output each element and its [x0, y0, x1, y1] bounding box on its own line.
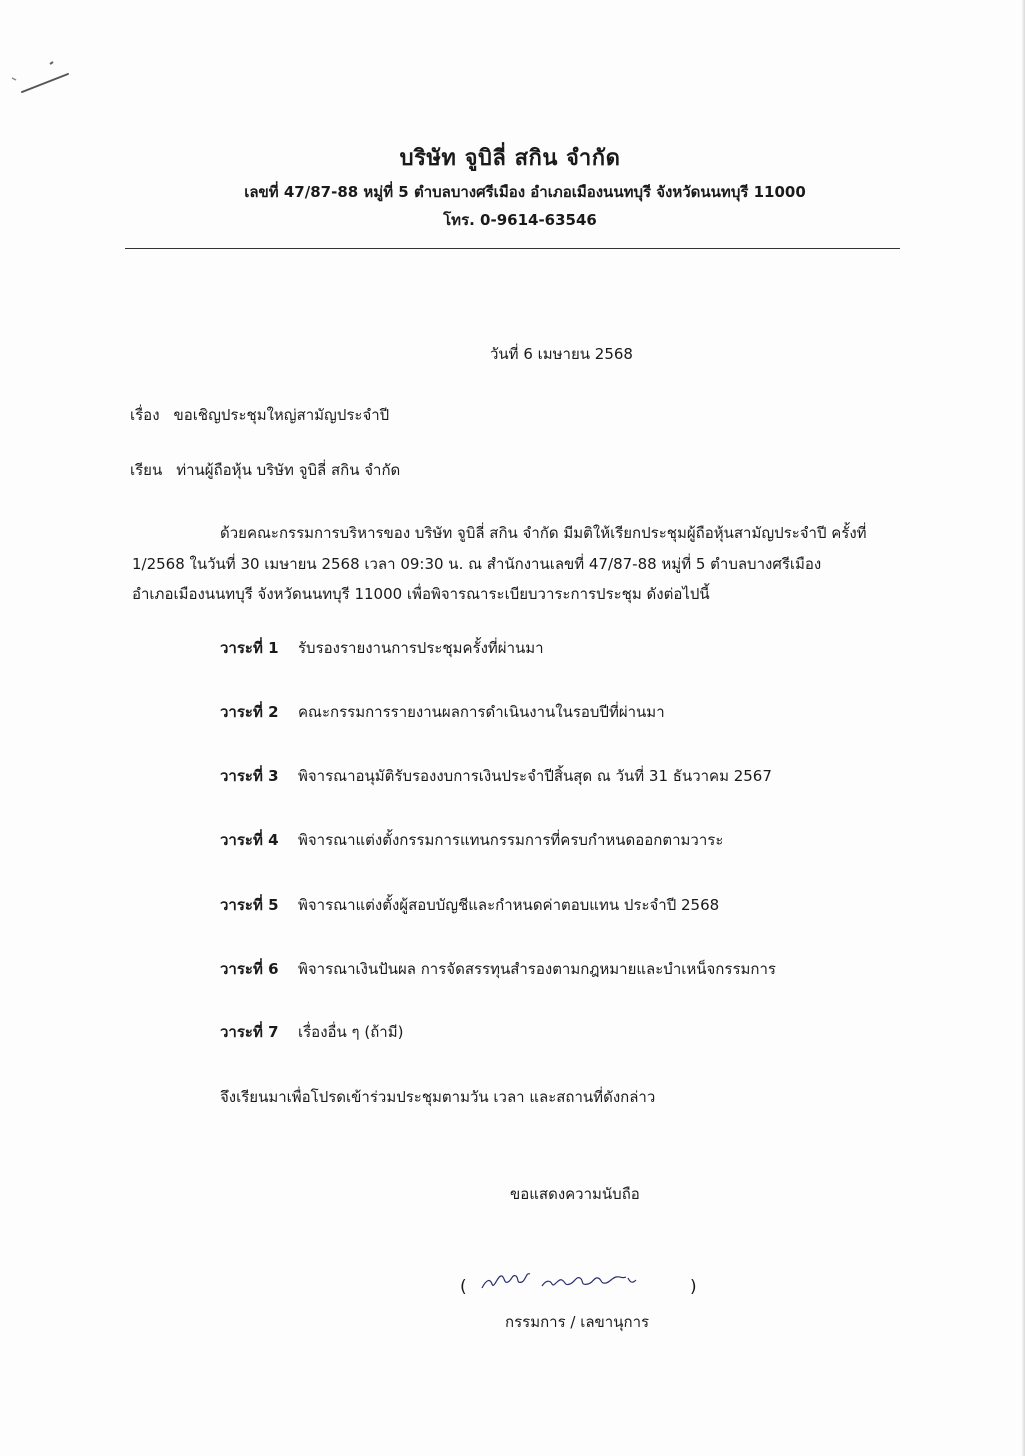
agenda-text: พิจารณาเงินปันผล การจัดสรรทุนสำรองตามกฎหมายและบำเหน็จกรรมการ [298, 960, 776, 978]
agenda-item [220, 700, 665, 724]
agenda-item [220, 1020, 403, 1044]
agenda-item [220, 957, 776, 981]
letterhead-divider [125, 248, 900, 249]
regards-line: ขอแสดงความนับถือ [510, 1185, 640, 1203]
agenda-item [220, 764, 772, 788]
agenda-item [220, 828, 723, 852]
subject-row [130, 403, 389, 427]
handwritten-signature [478, 1268, 648, 1296]
page-edge-shadow [1021, 0, 1025, 1456]
agenda-item [220, 636, 544, 660]
scan-mark-icon [10, 58, 80, 98]
body-paragraph-line: ด้วยคณะกรรมการบริหารของ บริษัท จูบิลี่ สกิน จำกัด มีมติให้เรียกประชุมผู้ถือหุ้นสามัญประจำปี ครั้งที่ [220, 524, 867, 542]
company-name: บริษัท จูบิลี่ สกิน จำกัด [399, 146, 621, 171]
recipient-row [130, 458, 400, 482]
agenda-text: คณะกรรมการรายงานผลการดำเนินงานในรอบปีที่ผ่านมา [298, 703, 665, 721]
recipient-label: เรียน [130, 461, 163, 479]
company-address: เลขที่ 47/87-88 หมู่ที่ 5 ตำบลบางศรีเมือง อำเภอเมืองนนทบุรี จังหวัดนนทบุรี 11000 [244, 183, 806, 201]
signature-paren-close: ) [690, 1277, 697, 1297]
agenda-item [220, 893, 719, 917]
body-paragraph-line: อำเภอเมืองนนทบุรี จังหวัดนนทบุรี 11000 เพื่อพิจารณาระเบียบวาระการประชุม ดังต่อไปนี้ [132, 585, 710, 603]
subject-value: ขอเชิญประชุมใหญ่สามัญประจำปี [173, 406, 390, 424]
agenda-number: วาระที่ 7 [220, 1023, 279, 1041]
agenda-text: เรื่องอื่น ๆ (ถ้ามี) [298, 1023, 404, 1041]
agenda-text: รับรองรายงานการประชุมครั้งที่ผ่านมา [298, 639, 544, 657]
recipient-value: ท่านผู้ถือหุ้น บริษัท จูบิลี่ สกิน จำกัด [176, 461, 401, 479]
body-paragraph-line: 1/2568 ในวันที่ 30 เมษายน 2568 เวลา 09:30 น. ณ สำนักงานเลขที่ 47/87-88 หมู่ที่ 5 ตำบลบางศรีเมือง [132, 555, 822, 573]
agenda-text: พิจารณาอนุมัติรับรองงบการเงินประจำปีสิ้นสุด ณ วันที่ 31 ธันวาคม 2567 [298, 767, 772, 785]
agenda-number: วาระที่ 6 [220, 960, 279, 978]
letter-date: วันที่ 6 เมษายน 2568 [490, 345, 633, 363]
signatory-title: กรรมการ / เลขานุการ [505, 1313, 650, 1331]
agenda-number: วาระที่ 1 [220, 639, 279, 657]
agenda-text: พิจารณาแต่งตั้งกรรมการแทนกรรมการที่ครบกำหนดออกตามวาระ [298, 831, 724, 849]
agenda-number: วาระที่ 5 [220, 896, 279, 914]
agenda-number: วาระที่ 4 [220, 831, 279, 849]
agenda-number: วาระที่ 2 [220, 703, 279, 721]
subject-label: เรื่อง [130, 406, 160, 424]
closing-sentence: จึงเรียนมาเพื่อโปรดเข้าร่วมประชุมตามวัน เวลา และสถานที่ดังกล่าว [220, 1088, 656, 1106]
agenda-number: วาระที่ 3 [220, 767, 279, 785]
signature-paren-open: ( [460, 1277, 467, 1297]
agenda-text: พิจารณาแต่งตั้งผู้สอบบัญชีและกำหนดค่าตอบแทน ประจำปี 2568 [298, 896, 720, 914]
company-phone: โทร. 0-9614-63546 [443, 211, 597, 229]
